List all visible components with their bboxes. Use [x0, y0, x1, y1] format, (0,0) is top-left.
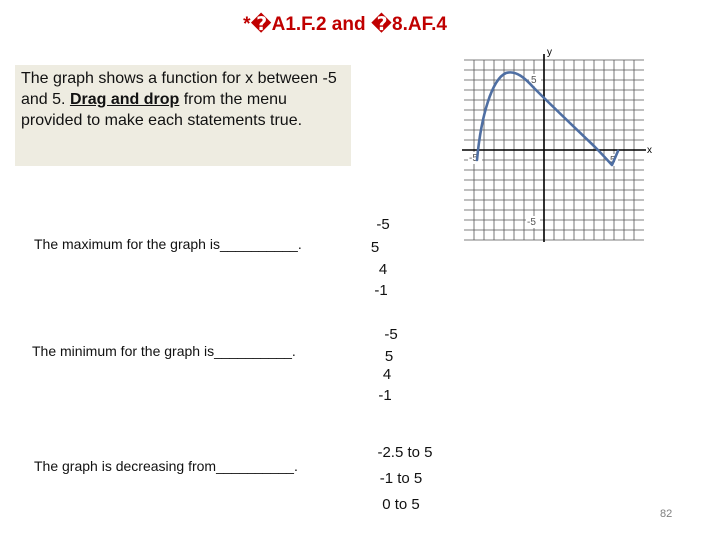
statement-minimum: The minimum for the graph is__________.: [32, 343, 296, 359]
x-max-label: 5: [610, 155, 616, 166]
min-option-neg1[interactable]: -1: [378, 387, 392, 404]
x-axis-label: x: [647, 145, 652, 156]
decreasing-option-neg2-5-to-5[interactable]: -2.5 to 5: [377, 444, 433, 461]
instructions-panel: [15, 65, 351, 166]
drag-and-drop-text: Drag and drop: [69, 91, 180, 108]
min-option-4[interactable]: 4: [382, 366, 392, 383]
y-min-label: -5: [527, 217, 536, 228]
statement-maximum: The maximum for the graph is__________.: [34, 236, 302, 252]
min-option-5[interactable]: 5: [384, 348, 394, 365]
max-option-neg5[interactable]: -5: [376, 216, 390, 233]
max-option-5[interactable]: 5: [370, 239, 380, 256]
max-option-neg1[interactable]: -1: [374, 282, 388, 299]
instructions-text-end: from the menu provided to make each statements true.: [21, 91, 303, 129]
function-curve: [477, 72, 618, 165]
statement-decreasing: The graph is decreasing from__________.: [34, 458, 298, 474]
function-graph: [448, 46, 668, 256]
instructions-text: The graph shows a function for x between -5 and 5.: [21, 70, 337, 108]
min-option-neg5[interactable]: -5: [384, 326, 398, 343]
max-option-4[interactable]: 4: [378, 261, 388, 278]
y-max-label: 5: [531, 75, 537, 86]
page-number: 82: [660, 508, 673, 520]
slide-title: *�A1.F.2 and �8.AF.4: [243, 14, 447, 35]
decreasing-option-0-to-5[interactable]: 0 to 5: [382, 496, 420, 513]
y-axis-label: y: [547, 47, 552, 58]
decreasing-option-neg1-to-5[interactable]: -1 to 5: [379, 470, 423, 487]
x-min-label: -5: [469, 153, 478, 164]
